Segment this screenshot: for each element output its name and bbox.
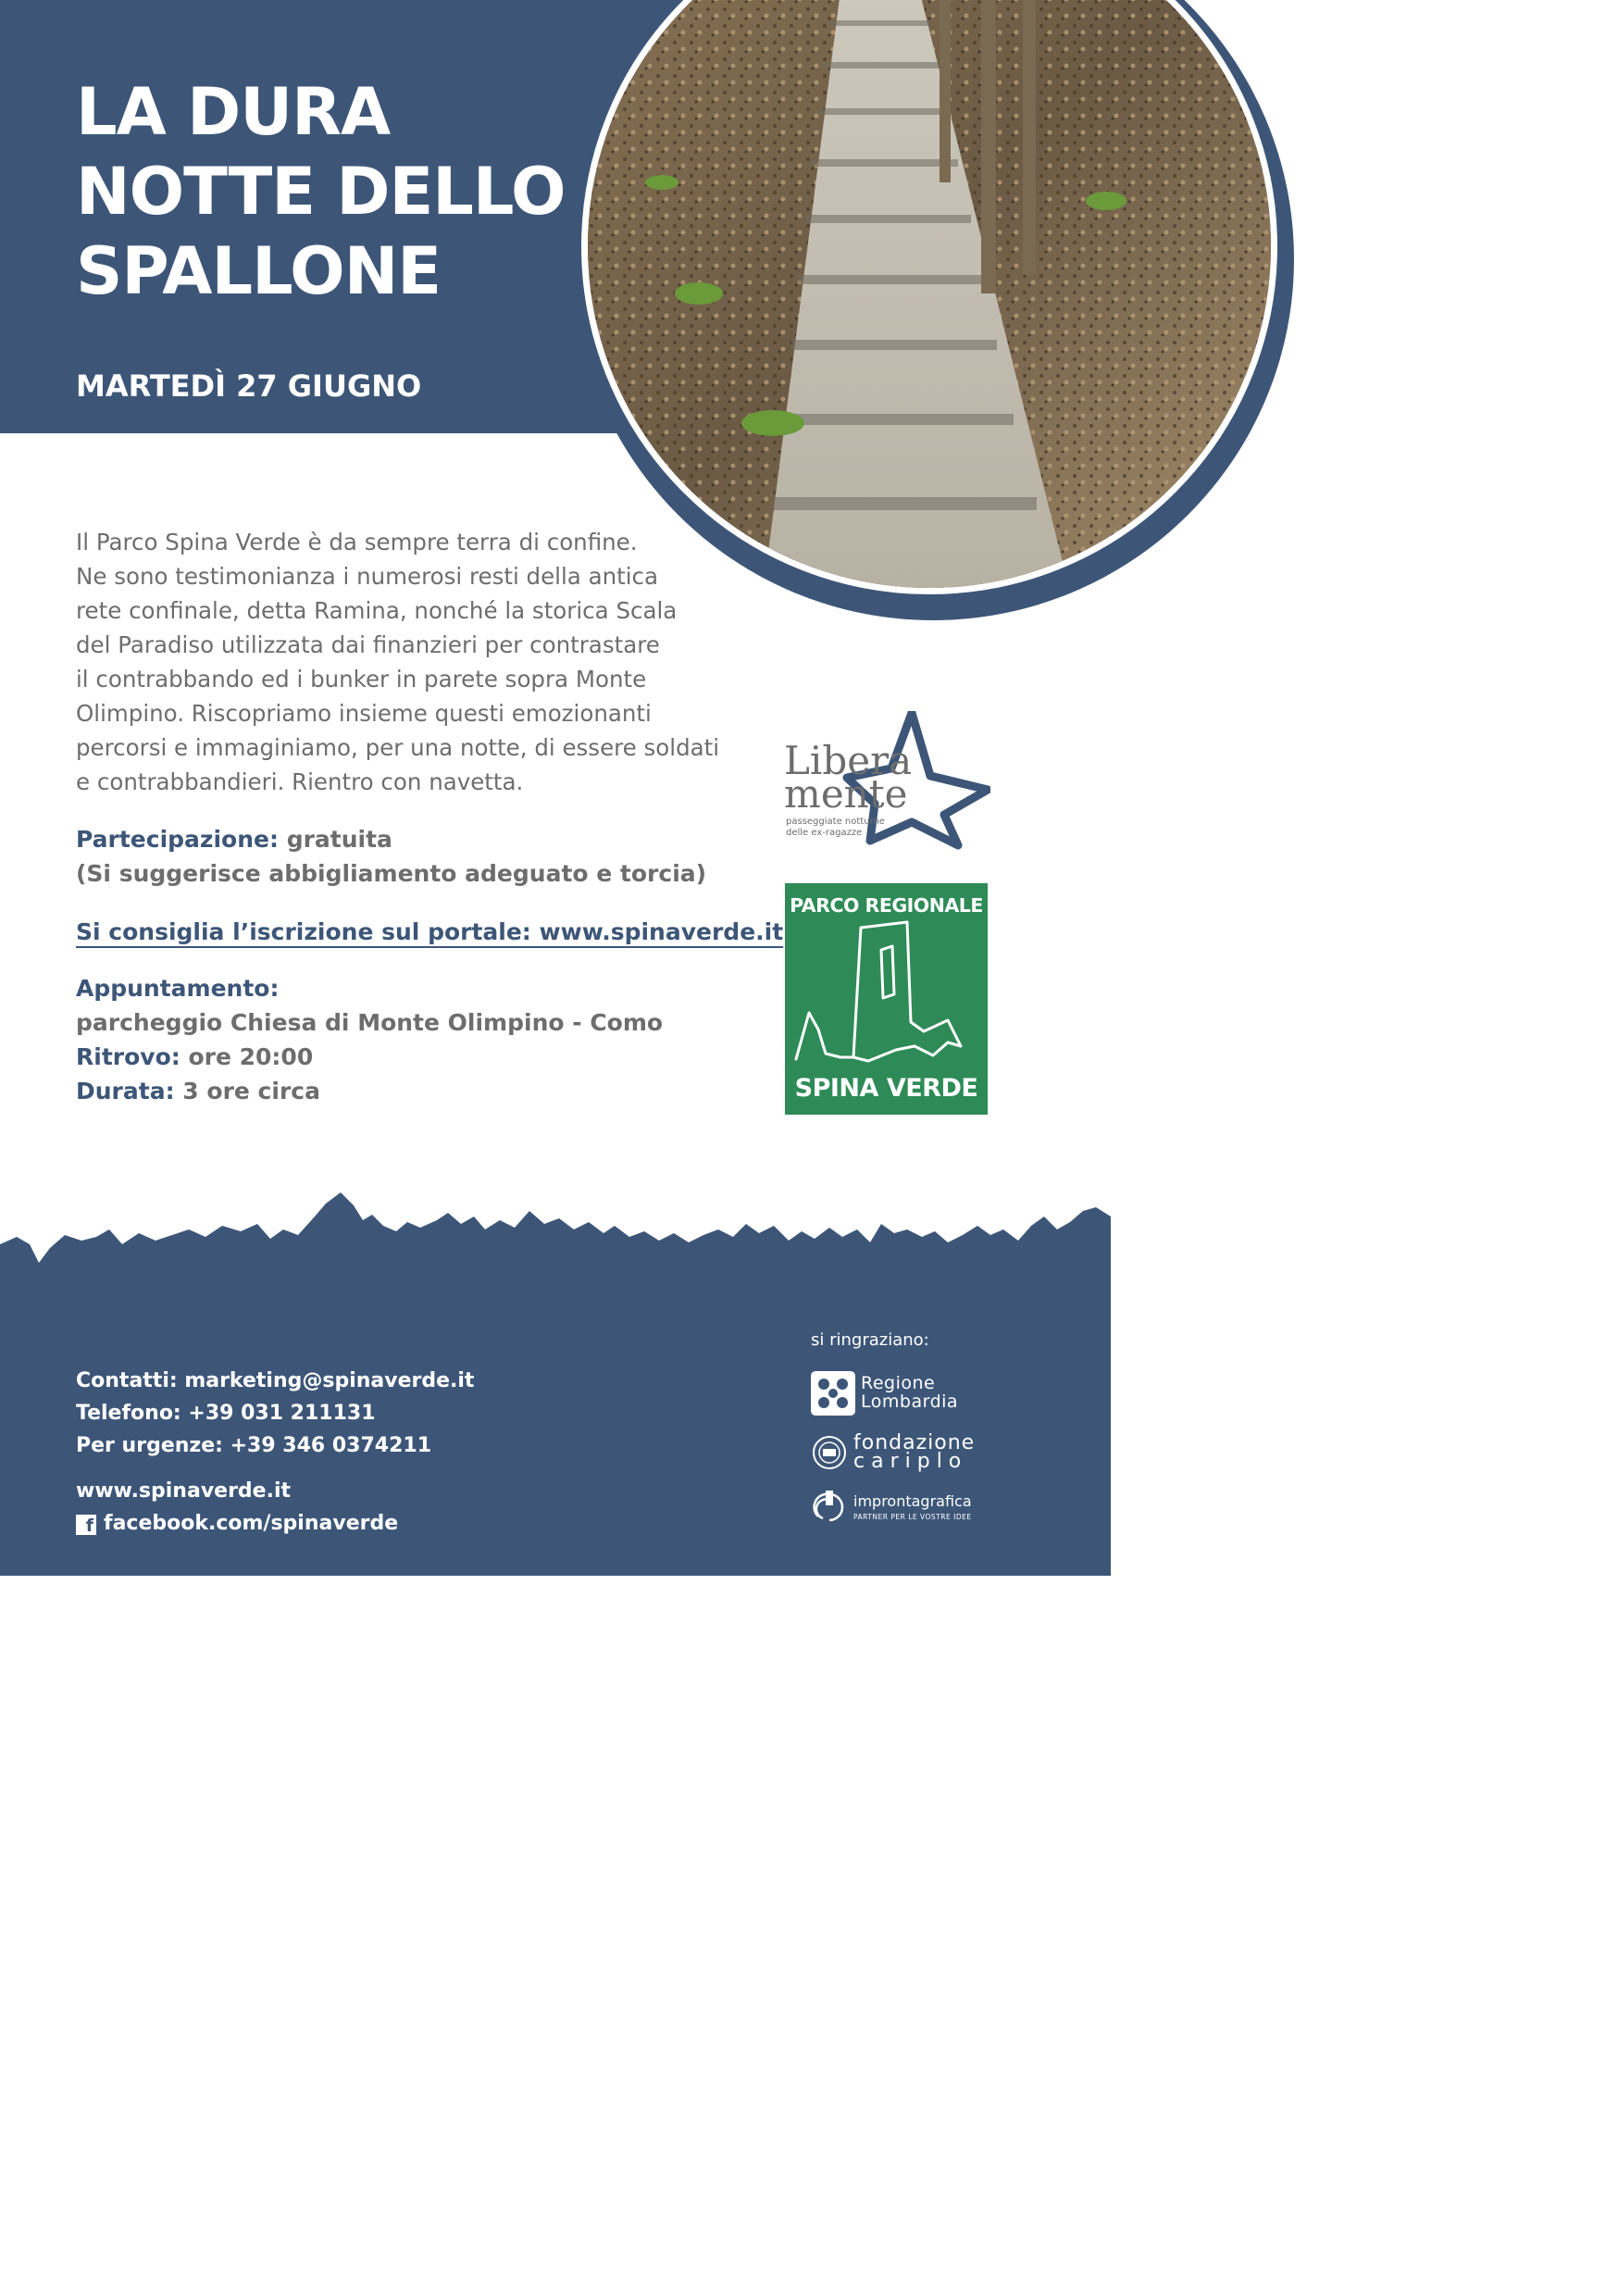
lombardia-cross-icon (811, 1371, 855, 1416)
contacts-block (76, 1365, 474, 1462)
parco-logo-bottom-text: SPINA VERDE (794, 1074, 978, 1103)
ritrovo-value: ore 20:00 (188, 1043, 314, 1070)
web-links (76, 1475, 398, 1540)
lombardia-line2: Lombardia (861, 1391, 959, 1412)
description-line: rete confinale, detta Ramina, nonché la storica Scala (76, 597, 678, 624)
participation-value: gratuita (286, 826, 392, 853)
description-line: del Paradiso utilizzata dai finanzieri per contrastare (76, 631, 660, 658)
facebook-link[interactable] (76, 1507, 398, 1540)
liberamente-sub2: delle ex-ragazze (786, 828, 863, 838)
website-link[interactable]: www.spinaverde.it (76, 1479, 292, 1503)
participation-info (76, 822, 706, 891)
contact-email[interactable]: Contatti: marketing@spinaverde.it (76, 1369, 475, 1392)
durata-label: Durata: (76, 1078, 175, 1104)
durata-value: 3 ore circa (182, 1078, 320, 1104)
contact-phone[interactable]: Telefono: +39 031 211131 (76, 1402, 376, 1425)
parco-logo-top-text: PARCO REGIONALE (790, 894, 983, 917)
description-line: il contrabbando ed i bunker in parete sopra Monte (76, 666, 647, 693)
event-title (76, 72, 594, 311)
lombardia-line1: Regione (861, 1373, 936, 1393)
fondazione-cariplo-logo (811, 1431, 976, 1475)
description-line: Il Parco Spina Verde è da sempre terra di confine. (76, 529, 638, 555)
facebook-icon: f (76, 1515, 96, 1535)
description-line: Olimpino. Riscopriamo insieme questi emozionanti (76, 700, 652, 727)
description-line: Ne sono testimonianza i numerosi resti della antica (76, 563, 659, 590)
ritrovo-label: Ritrovo: (76, 1043, 180, 1070)
title-line-2: NOTTE DELLO (76, 154, 566, 230)
cariplo-seal-icon (811, 1434, 848, 1471)
liberamente-logo (782, 711, 990, 850)
tower-icon (796, 922, 961, 1061)
improntagrafica-tagline: PARTNER PER LE VOSTRE IDEE (853, 1513, 972, 1521)
description-line: e contrabbandieri. Rientro con navetta. (76, 768, 524, 795)
cariplo-line1: fondazione (853, 1431, 976, 1454)
participation-label: Partecipazione: (76, 826, 279, 853)
appointment-info (76, 971, 663, 1108)
event-description (76, 525, 724, 799)
contact-urgent-phone[interactable]: Per urgenze: +39 346 0374211 (76, 1434, 432, 1457)
appointment-label: Appuntamento: (76, 975, 280, 1002)
title-line-1: LA DURA (76, 74, 391, 150)
cariplo-line2: cariplo (853, 1450, 968, 1473)
liberamente-line2: mente (784, 771, 908, 817)
parco-spina-verde-logo (785, 883, 988, 1115)
registration-link[interactable]: Si consiglia l’iscrizione sul portale: www.spinaverde.it (76, 918, 784, 945)
appointment-place: parcheggio Chiesa di Monte Olimpino - Como (76, 1009, 664, 1036)
improntagrafica-logo (811, 1489, 972, 1529)
sponsors-heading: si ringraziano: (811, 1330, 929, 1350)
liberamente-line1: Libera (784, 738, 913, 783)
title-line-3: SPALLONE (76, 233, 442, 309)
fingerprint-icon (811, 1489, 848, 1526)
description-line: percorsi e immaginiamo, per una notte, di essere soldati (76, 734, 720, 761)
liberamente-sub1: passeggiate notturne (786, 817, 885, 827)
facebook-link-text: facebook.com/spinaverde (104, 1512, 399, 1535)
event-date: MARTEDÌ 27 GIUGNO (76, 368, 422, 404)
improntagrafica-name: improntagrafica (853, 1492, 972, 1510)
participation-note: (Si suggerisce abbigliamento adeguato e torcia) (76, 860, 707, 887)
